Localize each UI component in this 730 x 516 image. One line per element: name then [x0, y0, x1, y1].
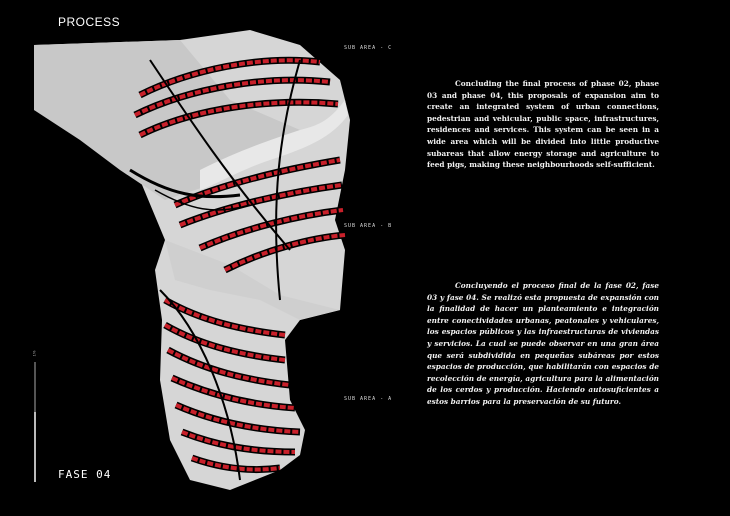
- subarea-a-label: SUB AREA - A: [344, 396, 393, 402]
- subarea-b-label: SUB AREA - B: [344, 223, 393, 229]
- scale-bar-fill: [34, 412, 36, 482]
- subarea-c-label: SUB AREA - C: [344, 45, 393, 51]
- scale-label: 1%: [31, 350, 37, 357]
- page-title: PROCESS: [58, 15, 121, 29]
- spanish-paragraph: Concluyendo el proceso final de la fase 02, fase 03 y fase 04. Se realizó esta propuesta de expansión con la finalidad de hacer un planteamiento e integración entre conectividades urbanas, peatonales y vehiculares, los espacios públicos y las infraestructuras de viviendas y servicios. La cual se puede observar en una gran área que será subdividida en pequeñas subáreas por estos espacios de producción, que habilitarán con espacios de recolección de energía, agricultura para la alimentación de los cerdos y producción. Haciendo autosuficientes a estos barrios para la preservación de su futuro.: [427, 281, 659, 406]
- phase-label: FASE 04: [58, 468, 112, 481]
- english-paragraph: Concluding the final process of phase 02, phase 03 and phase 04, this proposals of expansion aim to create an integrated system of urban connections, pedestrian and vehicular, public space, infrastructures, residences and services. This system can be seen in a wide area which will be divided into little productive subareas that allow energy storage and agriculture to feed pigs, making these neighbourhoods self-sufficient.: [427, 79, 659, 170]
